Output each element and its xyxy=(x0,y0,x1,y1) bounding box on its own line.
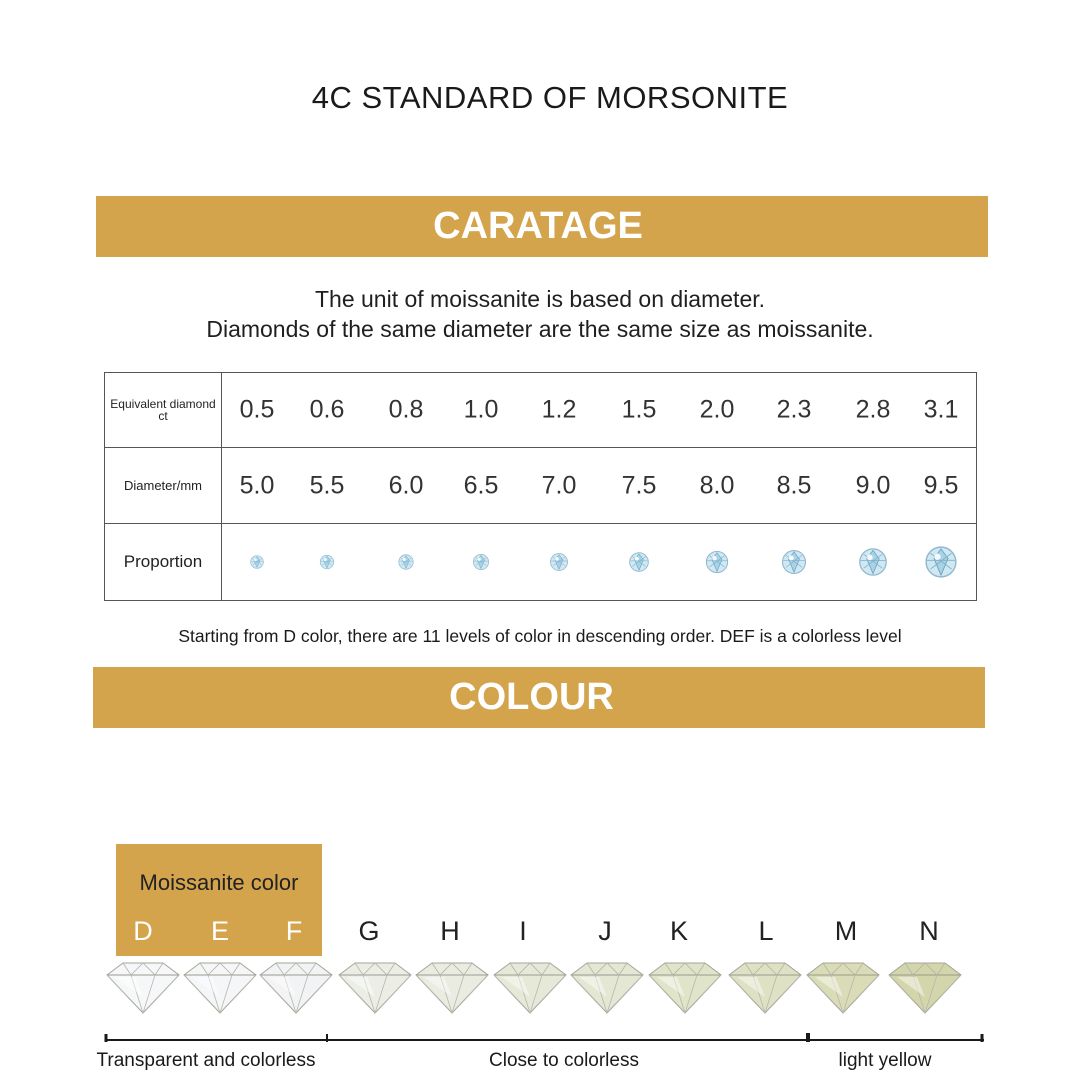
colour-grade-k: K xyxy=(669,916,689,946)
equivalent-ct-value: 1.2 xyxy=(541,395,577,424)
colour-grade-i: I xyxy=(519,916,527,946)
colour-stone-icon xyxy=(492,957,568,1015)
colour-grade-f: F xyxy=(285,916,303,946)
proportion-values xyxy=(222,524,977,601)
proportion-gem-icon xyxy=(319,554,335,570)
colour-stone-icon xyxy=(182,957,258,1015)
colour-stone-icon xyxy=(414,957,490,1015)
caratage-table xyxy=(104,372,977,601)
proportion-gem-icon xyxy=(628,551,650,573)
colour-grade-e: E xyxy=(210,916,230,946)
colour-grade-d: D xyxy=(133,916,153,946)
caratage-intro-line2: Diamonds of the same diameter are the same size as moissanite. xyxy=(206,316,874,342)
proportion-gem-icon xyxy=(398,554,415,571)
equivalent-ct-values xyxy=(222,373,977,448)
colour-banner-text: COLOUR xyxy=(449,676,614,718)
proportion-row xyxy=(105,524,977,601)
scale-label-near-colorless: Close to colorless xyxy=(489,1050,639,1071)
colour-grade-g: G xyxy=(358,916,380,946)
proportion-gem-icon xyxy=(472,553,490,571)
proportion-gem-icon xyxy=(924,545,959,580)
diameter-value: 8.0 xyxy=(699,471,735,499)
diameter-value: 7.0 xyxy=(541,471,577,499)
equivalent-ct-row xyxy=(105,373,977,448)
colour-stone-icon xyxy=(258,957,334,1015)
diameter-value: 7.5 xyxy=(621,471,657,499)
colour-stone-icon xyxy=(105,957,181,1015)
scale-label-light-yellow: light yellow xyxy=(838,1050,932,1071)
colour-grade-n: N xyxy=(919,916,939,946)
proportion-label: Proportion xyxy=(105,524,222,601)
equivalent-ct-value: 0.6 xyxy=(309,395,345,424)
colour-grade-j: J xyxy=(598,916,612,946)
diameter-row xyxy=(105,448,977,524)
proportion-gem-icon xyxy=(781,549,808,576)
colour-note: Starting from D color, there are 11 levels of color in descending order. DEF is a colorless level xyxy=(178,626,902,646)
diameter-value: 9.0 xyxy=(855,471,891,499)
page-title: 4C STANDARD OF MORSONITE xyxy=(311,80,789,115)
caratage-banner xyxy=(96,196,988,257)
colour-stone-icon xyxy=(647,957,723,1015)
colour-grade-h: H xyxy=(440,916,460,946)
equivalent-ct-label: Equivalent diamond ct xyxy=(105,373,222,448)
colour-stone-icon xyxy=(727,957,803,1015)
colour-stone-icon xyxy=(337,957,413,1015)
diameter-value: 6.5 xyxy=(463,471,499,499)
colour-stone-icon xyxy=(569,957,645,1015)
diameter-value: 6.0 xyxy=(388,471,424,499)
diameter-value: 9.5 xyxy=(923,471,959,499)
equivalent-ct-value: 2.3 xyxy=(776,395,812,424)
diameter-value: 5.5 xyxy=(309,471,345,499)
equivalent-ct-value: 3.1 xyxy=(923,395,959,424)
proportion-gem-icon xyxy=(549,552,569,572)
equivalent-ct-value: 2.8 xyxy=(855,395,891,424)
proportion-gem-icon xyxy=(858,547,889,578)
colour-stone-icon xyxy=(887,957,963,1015)
equivalent-ct-value: 1.0 xyxy=(463,395,499,424)
colour-grade-m: M xyxy=(834,916,858,946)
caratage-banner-text: CARATAGE xyxy=(433,205,643,247)
colour-scale-bar xyxy=(0,1028,1080,1048)
colour-grade-l: L xyxy=(758,916,774,946)
caratage-intro-line1: The unit of moissanite is based on diameter. xyxy=(314,286,766,312)
equivalent-ct-value: 0.5 xyxy=(239,395,275,424)
colour-banner xyxy=(93,667,985,728)
diameter-value: 8.5 xyxy=(776,471,812,499)
equivalent-ct-value: 0.8 xyxy=(388,395,424,424)
proportion-gem-icon xyxy=(705,550,730,575)
colour-stone-icon xyxy=(805,957,881,1015)
equivalent-ct-value: 1.5 xyxy=(621,395,657,424)
proportion-gem-icon xyxy=(250,555,265,570)
diameter-values xyxy=(222,448,977,524)
diameter-value: 5.0 xyxy=(239,471,275,499)
equivalent-ct-value: 2.0 xyxy=(699,395,735,424)
diameter-label: Diameter/mm xyxy=(105,448,222,524)
scale-label-colorless: Transparent and colorless xyxy=(96,1050,316,1071)
moissanite-color-label: Moissanite color xyxy=(139,870,299,895)
